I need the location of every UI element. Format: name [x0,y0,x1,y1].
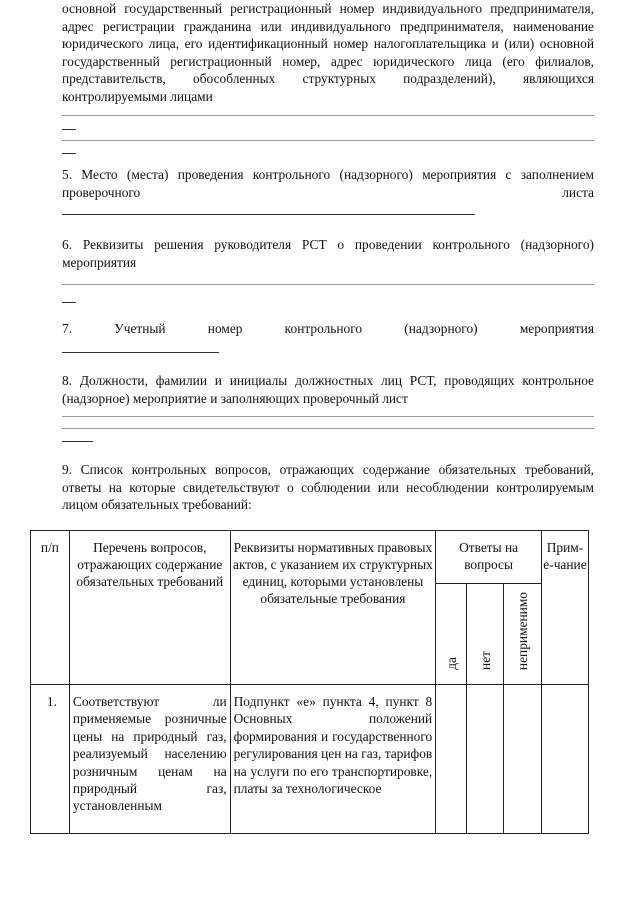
section8-fill-line-2[interactable] [62,428,594,429]
section6-text: 6. Реквизиты решения руководителя РСТ о проведении контрольного (надзорного) мероприятия [62,237,594,270]
header-note: Прим-е-чание [541,531,588,685]
row-1-answer-yes[interactable] [436,685,467,834]
header-yes-label: да [443,657,459,670]
header-yes [436,584,467,685]
table-header-row [31,531,589,584]
header-na-label: неприменимо [515,591,531,670]
row-1-answer-no[interactable] [467,685,504,834]
section6-fill-line[interactable] [62,284,594,285]
section4-fill-dash-1 [62,129,76,130]
section4-fill-line-1[interactable] [62,115,594,116]
section5-fill-line[interactable] [62,214,475,215]
header-requisites: Реквизиты нормативных правовых актов, с указанием их структурных единиц, которыми установлены обязательные требования [230,531,436,685]
section4-fill-dash-2 [62,153,76,154]
table-row [31,685,589,834]
section6-fill-dash [62,302,76,303]
header-na [504,584,542,685]
section5-text: 5. Место (места) проведения контрольного (надзорного) мероприятия с заполнением проверочного листа [62,167,594,200]
row-1-num: 1. [31,685,70,834]
section7-text: 7. Учетный номер контрольного (надзорного) мероприятия [62,321,594,336]
header-questions: Перечень вопросов, отражающих содержание обязательных требований [69,531,230,685]
row-1-answer-na[interactable] [504,685,542,834]
row-1-question: Соответствуют ли применяемые розничные цены на природный газ, реализуемый населению розничным ценам на природный газ, установленным [69,685,230,834]
section4-text: основной государственный регистрационный номер индивидуального предпринимателя, адрес регистрации гражданина или индивидуального предпринимателя, наименование юридического лица, его идентификационный номер налогоплательщика и (или) основной государственный регистрационный номер, адрес юридического лица (его филиалов, представительств, обособленных структурных подразделений), являющихся контролируемыми лицами [62,1,594,104]
section9-text: 9. Список контрольных вопросов, отражающих содержание обязательных требований, ответы на которые свидетельствуют о соблюдении или несоблюдении контролируемым лицом обязательных требований: [62,462,594,513]
row-1-requisites: Подпункт «е» пункта 4, пункт 8 Основных положений формирования и государственного регулирования цен на газ, тарифов на услуги по его транспортировке, платы за технологическое [230,685,436,834]
section8-fill-line-1[interactable] [62,416,594,417]
header-num: п/п [31,531,70,685]
checklist-table [30,530,589,834]
section7-fill-line[interactable] [62,352,219,353]
header-answers: Ответы на вопросы [436,531,542,584]
header-no-label: нет [477,651,493,670]
row-1-note[interactable] [541,685,588,834]
header-no [467,584,504,685]
section8-fill-dash [62,441,93,442]
section8-text: 8. Должности, фамилии и инициалы должностных лиц РСТ, проводящих контрольное (надзорное) мероприятие и заполняющих проверочный лист [62,373,594,406]
section4-fill-line-2[interactable] [62,140,594,141]
